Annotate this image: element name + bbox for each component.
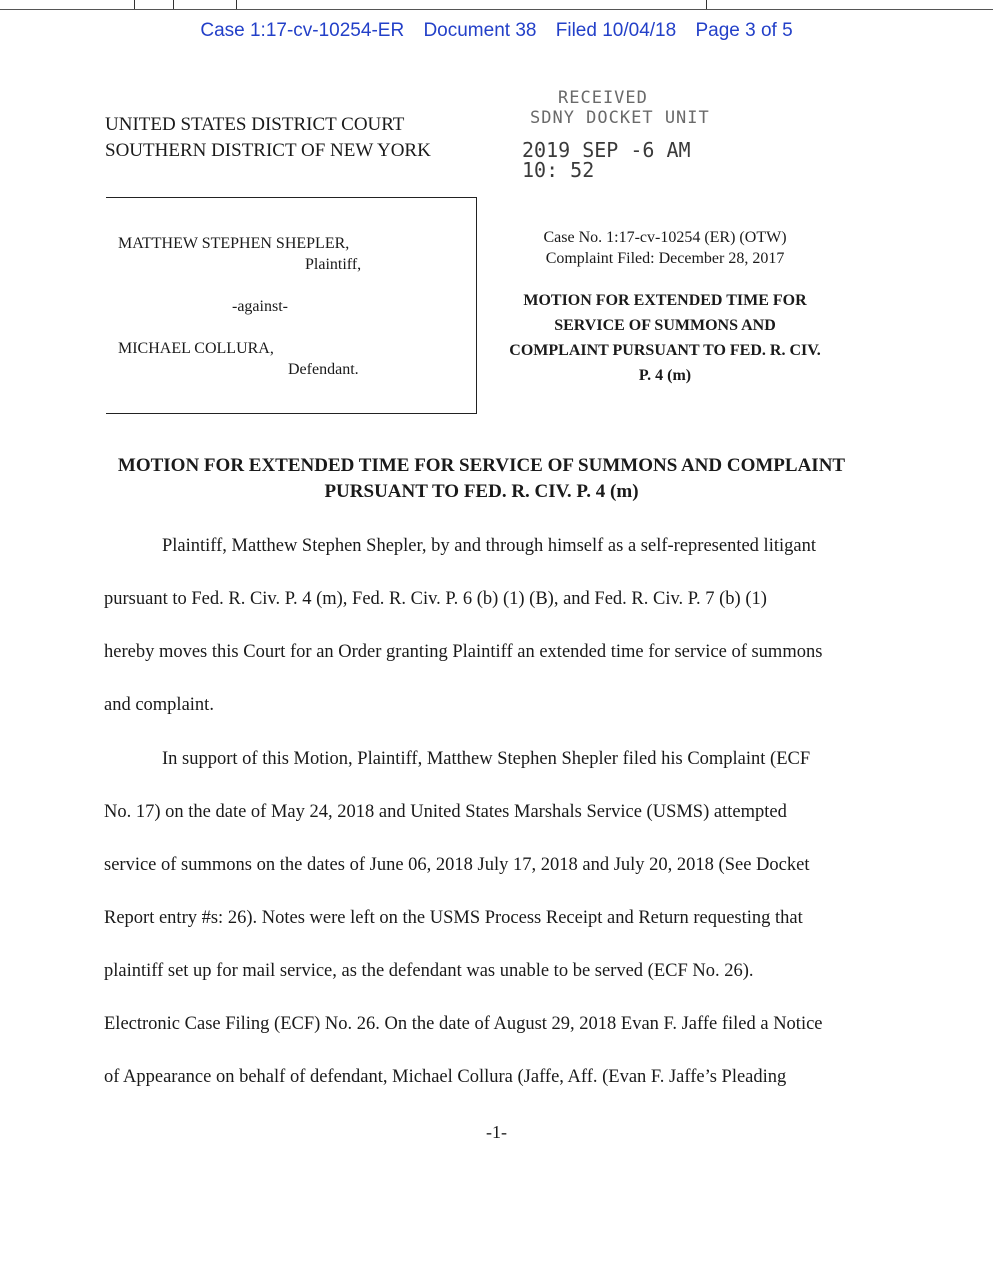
caption-motion-title-line: P. 4 (m) [638,367,692,384]
document-title-line-2: PURSUANT TO FED. R. CIV. P. 4 (m) [324,481,639,502]
ecf-document-number: Document 38 [423,20,537,41]
defendant-role: Defendant. [288,361,359,378]
paragraph-line: service of summons on the dates of June 06, 2018 July 17, 2018 and July 20, 2018 (See Docket [104,855,810,875]
scan-tick [134,0,135,9]
ecf-filed-date: Filed 10/04/18 [555,20,677,41]
court-line-2: SOUTHERN DISTRICT OF NEW YORK [105,140,431,161]
ecf-header-stamp [0,20,993,42]
ecf-case-number: Case 1:17-cv-10254-ER [200,20,405,41]
defendant-name: MICHAEL COLLURA, [118,340,274,357]
scan-tick [706,0,707,9]
complaint-filed-date: Complaint Filed: December 28, 2017 [545,250,785,267]
scan-tick [236,0,237,9]
received-stamp-line-1: RECEIVED [558,88,648,108]
paragraph-line: hereby moves this Court for an Order granting Plaintiff an extended time for service of summons [104,642,823,662]
paragraph-line: of Appearance on behalf of defendant, Michael Collura (Jaffe, Aff. (Evan F. Jaffe’s Pleading [104,1067,787,1087]
scan-edge-line [0,9,993,10]
paragraph-line: Report entry #s: 26). Notes were left on the USMS Process Receipt and Return requesting that [104,908,803,928]
received-stamp-datetime: 2019 SEP -6 AM 10: 52 [522,138,691,182]
received-stamp [520,88,720,180]
case-number: Case No. 1:17-cv-10254 (ER) (OTW) [543,229,787,246]
paragraph-line: Plaintiff, Matthew Stephen Shepler, by and through himself as a self-represented litigant [162,536,816,556]
document-title-line-1: MOTION FOR EXTENDED TIME FOR SERVICE OF SUMMONS AND COMPLAINT [117,455,846,476]
paragraph-line: Electronic Case Filing (ECF) No. 26. On the date of August 29, 2018 Evan F. Jaffe filed a Notice [104,1014,823,1034]
paragraph-line: In support of this Motion, Plaintiff, Matthew Stephen Shepler filed his Complaint (ECF [162,749,811,769]
paragraph-line: No. 17) on the date of May 24, 2018 and United States Marshals Service (USMS) attempted [104,802,787,822]
caption-motion-title-line: COMPLAINT PURSUANT TO FED. R. CIV. [509,342,821,359]
paragraph-line: plaintiff set up for mail service, as the defendant was unable to be served (ECF No. 26). [104,961,754,981]
document-title [60,453,903,505]
court-line-1: UNITED STATES DISTRICT COURT [105,114,405,135]
caption-motion-title-line: MOTION FOR EXTENDED TIME FOR [523,292,807,309]
plaintiff-role: Plaintiff, [305,256,362,273]
received-stamp-line-2: SDNY DOCKET UNIT [530,108,710,128]
ecf-page-count: Page 3 of 5 [695,20,793,41]
caption-motion-title-line: SERVICE OF SUMMONS AND [554,317,776,334]
paragraph-1 [104,520,864,732]
scan-tick [173,0,174,9]
case-info [480,227,850,269]
against-label: -against- [232,298,288,315]
court-name [105,112,431,164]
page-number: -1- [486,1122,507,1142]
paragraph-line: pursuant to Fed. R. Civ. P. 4 (m), Fed. R. Civ. P. 6 (b) (1) (B), and Fed. R. Civ. P. 7 (b) (1) [104,589,767,609]
paragraph-2 [104,733,864,1104]
plaintiff-name: MATTHEW STEPHEN SHEPLER, [118,235,350,252]
case-caption-box [106,197,477,414]
paragraph-line: and complaint. [104,695,214,715]
caption-motion-title [480,288,850,388]
